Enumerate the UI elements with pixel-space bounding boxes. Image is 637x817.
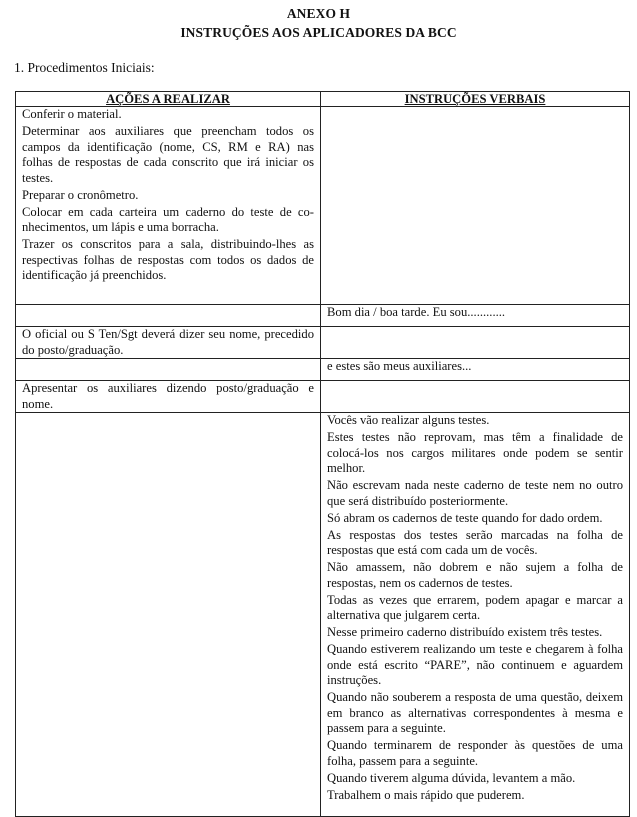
instructions-cell (321, 413, 630, 817)
instruction-item: Estes testes não reprovam, mas têm a finalidade de colocá-los nos cargos militares onde podem se sentir melhor. (327, 430, 623, 475)
table-row (16, 381, 630, 413)
instructions-cell (321, 305, 630, 327)
table-row (16, 413, 630, 817)
instructions-cell (321, 359, 630, 381)
actions-cell (16, 381, 321, 413)
table-row (16, 359, 630, 381)
table-row (16, 305, 630, 327)
instructions-cell (321, 327, 630, 359)
action-item: Colocar em cada carteira um caderno do teste de co-nhecimentos, um lápis e uma borracha. (22, 204, 314, 234)
instructions-cell (321, 107, 630, 305)
instruction-item: Nesse primeiro caderno distribuído existem três testes. (327, 625, 603, 639)
instruction-item: Só abram os cadernos de teste quando for dado ordem. (327, 510, 603, 525)
procedures-table (15, 91, 630, 817)
instruction-item: e estes são meus auxiliares... (327, 359, 472, 373)
actions-cell (16, 327, 321, 359)
header-verbal-instructions: INSTRUÇÕES VERBAIS (321, 92, 630, 107)
action-item: O oficial ou S Ten/Sgt deverá dizer seu nome, precedido do posto/graduação. (22, 327, 314, 357)
annex-title: ANEXO H (286, 6, 351, 21)
actions-cell (16, 413, 321, 817)
actions-cell (16, 107, 321, 305)
instruction-item: Quando não souberem a resposta de uma questão, deixem em branco as alternativas correspondentes à mesma e passem para a seguinte. (327, 690, 623, 735)
action-item: Preparar o cronômetro. (22, 187, 139, 202)
table-row (16, 327, 630, 359)
instruction-item: Vocês vão realizar alguns testes. (327, 413, 490, 427)
instructions-cell (321, 381, 630, 413)
section-title: 1. Procedimentos Iniciais: (14, 60, 155, 75)
instruction-item: Todas as vezes que errarem, podem apagar e marcar a alternativa que julgarem certa. (327, 592, 623, 622)
action-item: Apresentar os auxiliares dizendo posto/graduação e nome. (22, 381, 314, 411)
action-item: Determinar aos auxiliares que preencham todos os campos da identificação (nome, CS, RM e RA) nas folhas de respostas de cada conscrito que irá iniciar os testes. (22, 124, 314, 185)
instruction-item: Quando terminarem de responder às questões de uma folha, passem para a seguinte. (327, 738, 623, 768)
instruction-item: Quando tiverem alguma dúvida, levantem a mão. (327, 770, 576, 785)
header-actions: AÇÕES A REALIZAR (16, 92, 321, 107)
instruction-item: Não amassem, não dobrem e não sujem a folha de respostas, nem os cadernos de testes. (327, 560, 623, 590)
table-row (16, 107, 630, 305)
actions-cell (16, 359, 321, 381)
action-item: Trazer os conscritos para a sala, distribuindo-lhes as respectivas folhas de respostas com todos os dados de identificação já preenchidos. (22, 237, 314, 282)
action-item: Conferir o material. (22, 107, 122, 121)
annex-subtitle: INSTRUÇÕES AOS APLICADORES DA BCC (180, 25, 457, 40)
actions-cell (16, 305, 321, 327)
table-header-row (16, 92, 630, 107)
instruction-item: As respostas dos testes serão marcadas na folha de respostas que está com cada um de vocês. (327, 527, 623, 557)
instruction-item: Trabalhem o mais rápido que puderem. (327, 787, 525, 802)
instruction-item: Bom dia / boa tarde. Eu sou............ (327, 305, 506, 319)
instruction-item: Quando estiverem realizando um teste e chegarem à folha onde está escrito “PARE”, não continuem e aguardem instruções. (327, 642, 623, 687)
instruction-item: Não escrevam nada neste caderno de teste nem no outro que será distribuído posteriormente. (327, 478, 623, 508)
